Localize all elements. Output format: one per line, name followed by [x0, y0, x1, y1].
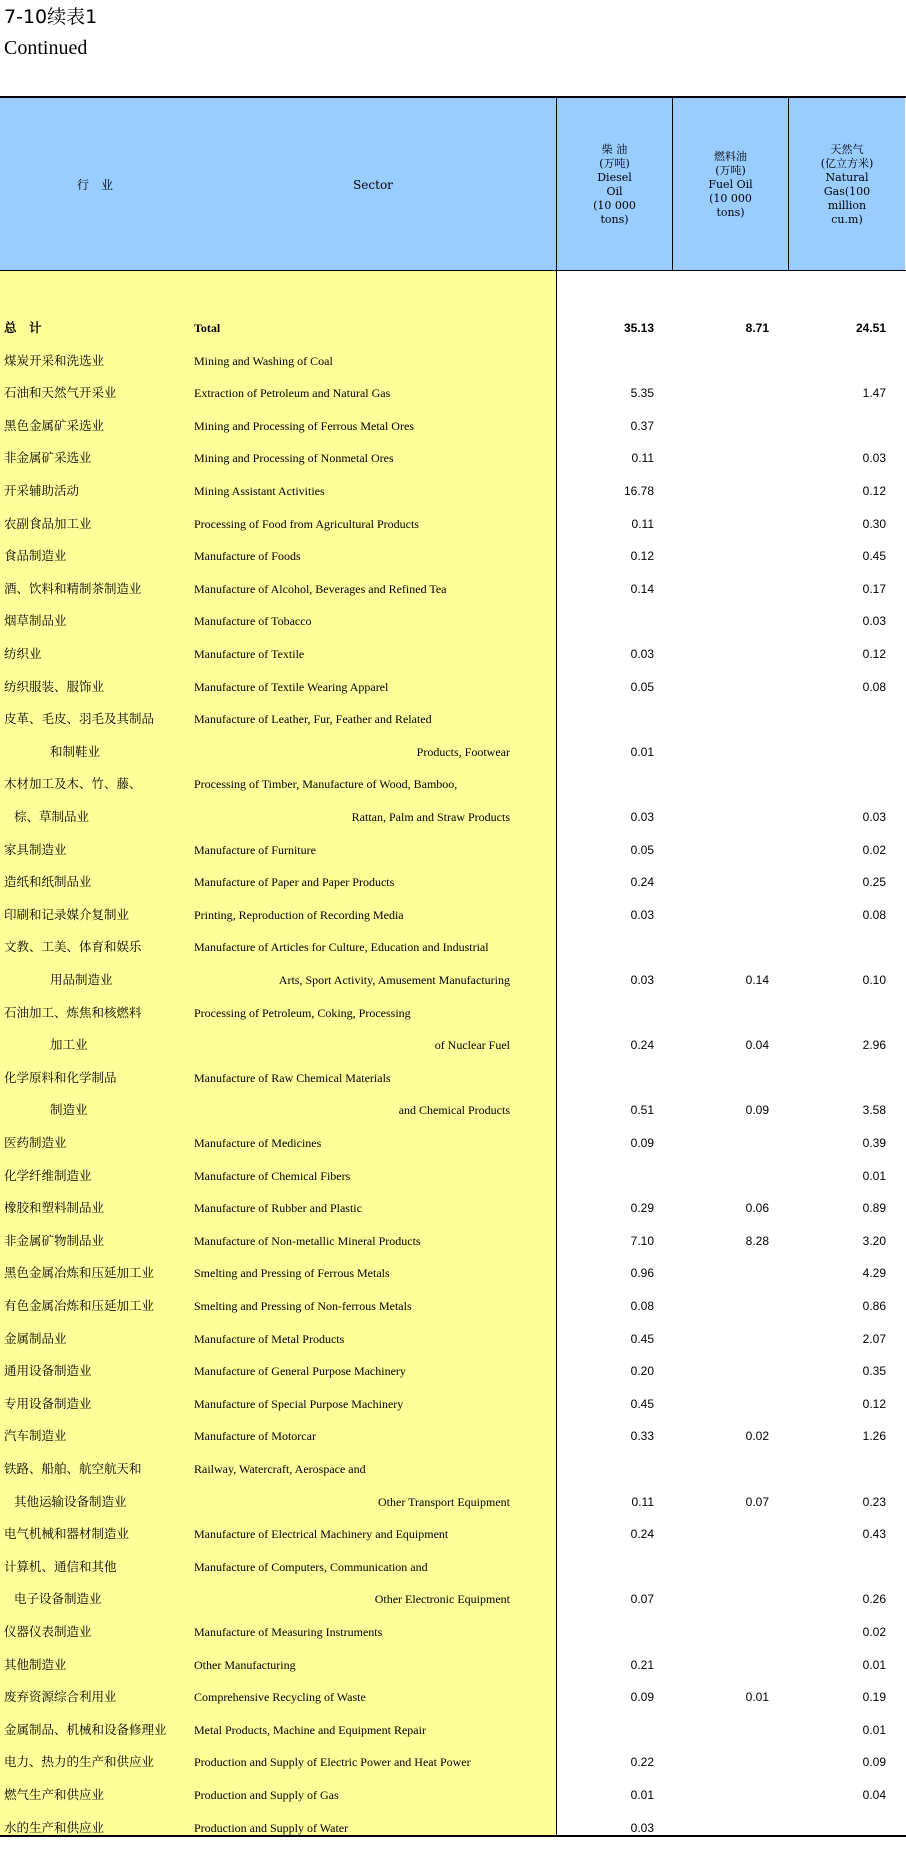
header-line: tons) [716, 205, 745, 219]
natural-gas-value: 3.20 [862, 1233, 886, 1248]
table-row [0, 377, 906, 409]
table-row [0, 475, 906, 507]
natural-gas-value: 0.12 [862, 647, 886, 661]
table-row [0, 1355, 906, 1387]
natural-gas-value: 1.47 [862, 386, 886, 401]
row-label-en: Total [194, 321, 221, 335]
diesel-value: 0.09 [630, 1136, 654, 1150]
table-row [0, 768, 906, 800]
row-label-en: Manufacture of Articles for Culture, Education and Industrial [194, 940, 489, 955]
row-label-zh: 医药制造业 [4, 1135, 67, 1150]
row-label-en: of Nuclear Fuel [434, 1038, 510, 1053]
row-label-en: Manufacture of General Purpose Machinery [194, 1364, 406, 1379]
table-row [0, 312, 906, 344]
natural-gas-value: 0.17 [862, 581, 886, 596]
natural-gas-value: 0.30 [862, 516, 886, 531]
table-row [0, 1649, 906, 1681]
row-label-zh: 石油和天然气开采业 [4, 385, 117, 401]
table-row [0, 1225, 906, 1257]
header-line: million [827, 198, 867, 212]
table-row [0, 1616, 906, 1648]
diesel-value: 0.07 [630, 1592, 654, 1607]
fuel-oil-value: 8.28 [745, 1233, 769, 1248]
fuel-oil-value: 0.02 [745, 1429, 769, 1444]
natural-gas-value: 0.12 [862, 1396, 886, 1411]
row-label-zh: 加工业 [50, 1037, 88, 1053]
table-row [0, 866, 906, 898]
row-label-en: Smelting and Pressing of Ferrous Metals [194, 1266, 390, 1281]
row-label-en: Metal Products, Machine and Equipment Repair [194, 1722, 426, 1737]
diesel-value: 0.12 [630, 549, 654, 564]
table-row [0, 834, 906, 866]
fuel-oil-value: 0.07 [745, 1494, 769, 1509]
row-label-en: Manufacture of Textile Wearing Apparel [194, 679, 389, 694]
table-row [0, 1420, 906, 1452]
row-label-zh: 废弃资源综合利用业 [4, 1689, 117, 1705]
row-label-en: Manufacture of Raw Chemical Materials [194, 1070, 391, 1085]
header-line: (万吨) [715, 163, 746, 177]
row-label-zh: 电力、热力的生产和供应业 [4, 1754, 155, 1770]
fuel-oil-value: 0.04 [745, 1038, 769, 1053]
table-row [0, 1812, 906, 1844]
table-row [0, 997, 906, 1029]
row-label-en: Manufacture of Electrical Machinery and Equipment [194, 1527, 449, 1542]
row-label-en: Processing of Petroleum, Coking, Processing [194, 1005, 411, 1020]
row-label-en: Manufacture of Paper and Paper Products [194, 875, 395, 890]
diesel-value: 0.29 [630, 1201, 654, 1216]
row-label-zh: 总 计 [4, 320, 42, 335]
table-row [0, 1029, 906, 1061]
table-row [0, 1551, 906, 1583]
row-label-en: Manufacture of Alcohol, Beverages and Refined Tea [194, 581, 447, 596]
row-label-en: Mining Assistant Activities [194, 484, 325, 498]
row-label-zh: 金属制品业 [4, 1330, 67, 1346]
table-row [0, 638, 906, 670]
natural-gas-value: 0.02 [862, 1625, 886, 1639]
row-label-zh: 造纸和纸制品业 [4, 874, 92, 890]
diesel-value: 0.05 [630, 679, 654, 694]
table-row [0, 1323, 906, 1355]
natural-gas-value: 0.03 [862, 810, 886, 824]
diesel-value: 0.05 [630, 842, 654, 857]
table-row [0, 703, 906, 735]
row-label-en: Printing, Reproduction of Recording Media [194, 907, 404, 922]
row-label-zh: 非金属矿物制品业 [4, 1232, 105, 1248]
diesel-value: 0.11 [631, 451, 654, 466]
header-line: Natural [825, 170, 869, 184]
row-label-zh: 有色金属冶炼和压延加工业 [4, 1298, 155, 1313]
row-label-en: Railway, Watercraft, Aerospace and [194, 1462, 366, 1476]
table-row [0, 671, 906, 703]
table-row [0, 1453, 906, 1485]
diesel-value: 16.78 [623, 484, 654, 498]
natural-gas-value: 0.43 [862, 1527, 886, 1542]
table-row [0, 410, 906, 442]
table-row [0, 1062, 906, 1094]
natural-gas-value: 0.03 [862, 614, 886, 629]
row-label-zh: 石油加工、炼焦和核燃料 [4, 1004, 142, 1020]
row-label-en: Manufacture of Rubber and Plastic [194, 1201, 362, 1216]
diesel-value: 0.24 [630, 1038, 654, 1053]
row-label-en: Manufacture of Foods [194, 549, 301, 564]
header-line: Gas(100 [823, 184, 871, 198]
natural-gas-value: 0.26 [862, 1592, 886, 1607]
diesel-value: 0.01 [630, 1788, 654, 1802]
row-label-en: Other Electronic Equipment [374, 1592, 510, 1607]
natural-gas-value: 0.86 [862, 1299, 886, 1313]
table-row [0, 931, 906, 963]
row-label-zh: 农副食品加工业 [4, 515, 92, 531]
diesel-value: 0.45 [630, 1396, 654, 1411]
row-label-zh: 化学原料和化学制品 [4, 1069, 117, 1085]
natural-gas-value: 0.04 [862, 1788, 886, 1802]
natural-gas-value: 0.08 [862, 907, 886, 922]
table-row [0, 508, 906, 540]
table-title-en: Continued [4, 37, 88, 59]
natural-gas-value: 0.23 [862, 1494, 886, 1509]
row-label-en: Mining and Processing of Nonmetal Ores [194, 451, 394, 466]
diesel-value: 0.24 [630, 1527, 654, 1542]
row-label-zh: 木材加工及木、竹、藤、 [4, 776, 142, 792]
row-label-zh: 化学纤维制造业 [4, 1167, 92, 1183]
row-label-zh: 纺织业 [4, 646, 42, 661]
diesel-value: 0.20 [630, 1364, 654, 1379]
fuel-oil-value: 0.14 [745, 973, 769, 987]
table-row [0, 736, 906, 768]
table-row [0, 1192, 906, 1224]
fuel-oil-value: 0.09 [745, 1103, 769, 1118]
natural-gas-value: 0.02 [862, 842, 886, 857]
row-label-en: and Chemical Products [398, 1103, 510, 1118]
row-label-en: Manufacture of Special Purpose Machinery [194, 1396, 404, 1411]
diesel-value: 35.13 [623, 321, 654, 335]
table-row [0, 1779, 906, 1811]
row-label-en: Products, Footwear [416, 744, 510, 759]
diesel-value: 0.08 [630, 1299, 654, 1313]
header-line: 柴 油 [601, 142, 628, 156]
table-row [0, 1583, 906, 1615]
fuel-oil-value: 0.01 [745, 1690, 769, 1705]
row-label-en: Manufacture of Non-metallic Mineral Products [194, 1233, 421, 1248]
row-label-en: Processing of Food from Agricultural Products [194, 516, 419, 531]
diesel-value: 0.24 [630, 875, 654, 890]
natural-gas-value: 0.45 [862, 549, 886, 564]
table-row [0, 1681, 906, 1713]
header-line: (万吨) [599, 156, 630, 170]
row-label-en: Smelting and Pressing of Non-ferrous Metals [194, 1299, 412, 1313]
table-row [0, 605, 906, 637]
row-label-en: Manufacture of Motorcar [194, 1429, 316, 1444]
row-label-zh: 黑色金属冶炼和压延加工业 [4, 1265, 155, 1281]
table-row [0, 1290, 906, 1322]
row-label-zh: 印刷和记录媒介复制业 [4, 906, 130, 922]
table-row [0, 1714, 906, 1746]
diesel-value: 0.03 [630, 1820, 654, 1835]
row-label-en: Manufacture of Chemical Fibers [194, 1168, 351, 1183]
row-label-en: Mining and Processing of Ferrous Metal Ores [194, 418, 414, 433]
diesel-value: 0.03 [630, 973, 654, 987]
row-label-zh: 制造业 [50, 1102, 88, 1118]
row-label-zh: 皮革、毛皮、羽毛及其制品 [4, 711, 155, 727]
diesel-value: 0.37 [630, 418, 654, 433]
table-row [0, 1518, 906, 1550]
table-row [0, 801, 906, 833]
table-row [0, 442, 906, 474]
row-label-zh: 橡胶和塑料制品业 [4, 1200, 105, 1216]
row-label-en: Other Manufacturing [194, 1657, 296, 1672]
row-label-zh: 开采辅助活动 [4, 483, 80, 498]
header-line: 天然气 [830, 142, 864, 156]
bottom-rule [0, 1835, 906, 1837]
diesel-value: 0.09 [630, 1690, 654, 1705]
diesel-value: 0.11 [631, 516, 654, 531]
row-label-zh: 其他制造业 [4, 1656, 67, 1672]
row-label-zh: 专用设备制造业 [4, 1395, 92, 1411]
diesel-value: 0.11 [631, 1494, 654, 1509]
row-label-en: Rattan, Palm and Straw Products [351, 810, 510, 824]
table-row [0, 1160, 906, 1192]
table-row [0, 540, 906, 572]
table-row [0, 1257, 906, 1289]
row-label-zh: 仪器仪表制造业 [4, 1624, 92, 1639]
diesel-value: 7.10 [630, 1233, 654, 1248]
natural-gas-value: 24.51 [855, 321, 886, 335]
row-label-zh: 电气机械和器材制造业 [4, 1526, 130, 1542]
row-label-zh: 用品制造业 [50, 972, 113, 987]
row-label-zh: 黑色金属矿采选业 [4, 417, 105, 433]
row-label-en: Manufacture of Measuring Instruments [194, 1625, 383, 1639]
row-label-zh: 家具制造业 [4, 841, 67, 857]
header-fuel-oil [673, 98, 789, 271]
natural-gas-value: 0.09 [862, 1755, 886, 1770]
row-label-zh: 酒、饮料和精制茶制造业 [4, 580, 142, 596]
row-label-en: Manufacture of Leather, Fur, Feather and Related [194, 712, 432, 727]
row-label-en: Manufacture of Metal Products [194, 1331, 345, 1346]
diesel-value: 0.03 [630, 907, 654, 922]
row-label-zh: 其他运输设备制造业 [14, 1493, 127, 1509]
natural-gas-value: 0.39 [862, 1136, 886, 1150]
natural-gas-value: 0.01 [862, 1722, 886, 1737]
natural-gas-value: 2.07 [862, 1331, 886, 1346]
natural-gas-value: 0.35 [862, 1364, 886, 1379]
diesel-value: 0.01 [630, 744, 654, 759]
diesel-value: 0.33 [630, 1429, 654, 1444]
row-label-zh: 食品制造业 [4, 548, 67, 564]
row-label-en: Manufacture of Medicines [194, 1136, 322, 1150]
table-row [0, 1127, 906, 1159]
natural-gas-value: 3.58 [862, 1103, 886, 1118]
natural-gas-value: 0.08 [862, 679, 886, 694]
row-label-en: Production and Supply of Gas [194, 1788, 339, 1802]
header-natural-gas [789, 98, 905, 271]
diesel-value: 0.51 [630, 1103, 654, 1118]
diesel-value: 0.96 [630, 1266, 654, 1281]
row-label-zh: 汽车制造业 [4, 1428, 67, 1444]
row-label-zh: 通用设备制造业 [4, 1363, 92, 1379]
row-label-zh: 纺织服装、服饰业 [4, 678, 105, 694]
header-line: Fuel Oil [708, 177, 753, 191]
header-line: (10 000 [709, 191, 752, 205]
header-label-area [0, 98, 557, 271]
header-line: (亿立方米) [820, 156, 874, 170]
row-label-en: Mining and Washing of Coal [194, 353, 333, 368]
header-sector-en: Sector [353, 177, 393, 192]
natural-gas-value: 0.01 [862, 1657, 886, 1672]
row-label-en: Production and Supply of Water [194, 1820, 349, 1835]
natural-gas-value: 0.25 [862, 875, 886, 890]
row-label-en: Manufacture of Computers, Communication and [194, 1559, 428, 1574]
table-row [0, 899, 906, 931]
header-line: Diesel [597, 170, 632, 184]
diesel-value: 0.22 [630, 1755, 654, 1770]
natural-gas-value: 0.01 [862, 1168, 886, 1183]
table-row [0, 1388, 906, 1420]
row-label-zh: 水的生产和供应业 [4, 1819, 105, 1835]
row-label-zh: 和制鞋业 [50, 743, 101, 759]
header-line: tons) [600, 212, 629, 226]
table-row [0, 964, 906, 996]
row-label-zh: 棕、草制品业 [14, 809, 90, 824]
row-label-zh: 烟草制品业 [4, 613, 67, 629]
natural-gas-value: 4.29 [862, 1266, 886, 1281]
natural-gas-value: 0.03 [862, 451, 886, 466]
table-header [0, 98, 906, 271]
row-label-zh: 非金属矿采选业 [4, 450, 92, 466]
row-label-en: Arts, Sport Activity, Amusement Manufacturing [278, 973, 510, 987]
diesel-value: 0.03 [630, 647, 654, 661]
row-label-en: Comprehensive Recycling of Waste [194, 1690, 366, 1705]
header-line: 燃料油 [714, 149, 747, 163]
row-label-en: Extraction of Petroleum and Natural Gas [194, 386, 391, 401]
header-industry-zh: 行 业 [76, 178, 113, 192]
fuel-oil-value: 8.71 [745, 321, 769, 335]
row-label-en: Manufacture of Textile [194, 647, 305, 661]
header-diesel [557, 98, 673, 271]
row-label-en: Manufacture of Furniture [194, 842, 316, 857]
natural-gas-value: 0.10 [862, 973, 886, 987]
natural-gas-value: 1.26 [862, 1429, 886, 1444]
table-row [0, 1094, 906, 1126]
natural-gas-value: 2.96 [862, 1038, 886, 1053]
table-title-zh: 7-10续表1 [4, 6, 98, 28]
row-label-zh: 燃气生产和供应业 [4, 1787, 105, 1802]
row-label-zh: 煤炭开采和洗选业 [4, 352, 105, 368]
natural-gas-value: 0.19 [862, 1690, 886, 1705]
row-label-en: Processing of Timber, Manufacture of Wood, Bamboo, [194, 777, 458, 792]
diesel-value: 0.03 [630, 810, 654, 824]
row-label-en: Other Transport Equipment [378, 1494, 510, 1509]
row-label-zh: 金属制品、机械和设备修理业 [4, 1721, 167, 1737]
diesel-value: 0.45 [630, 1331, 654, 1346]
table-row [0, 573, 906, 605]
diesel-value: 5.35 [630, 386, 654, 401]
header-line: Oil [606, 184, 623, 198]
header-line: (10 000 [593, 198, 636, 212]
natural-gas-value: 0.12 [862, 484, 886, 498]
table-row [0, 345, 906, 377]
header-line: cu.m) [831, 212, 863, 226]
row-label-zh: 计算机、通信和其他 [4, 1558, 117, 1574]
natural-gas-value: 0.89 [862, 1201, 886, 1216]
diesel-value: 0.14 [630, 581, 654, 596]
row-label-zh: 铁路、船舶、航空航天和 [4, 1461, 142, 1476]
table-row [0, 1746, 906, 1778]
row-label-zh: 文教、工美、体育和娱乐 [4, 939, 142, 955]
fuel-oil-value: 0.06 [745, 1201, 769, 1216]
row-label-en: Manufacture of Tobacco [194, 614, 312, 629]
row-label-en: Production and Supply of Electric Power and Heat Power [194, 1755, 471, 1770]
diesel-value: 0.21 [630, 1657, 654, 1672]
row-label-zh: 电子设备制造业 [14, 1591, 102, 1607]
table-row [0, 1486, 906, 1518]
